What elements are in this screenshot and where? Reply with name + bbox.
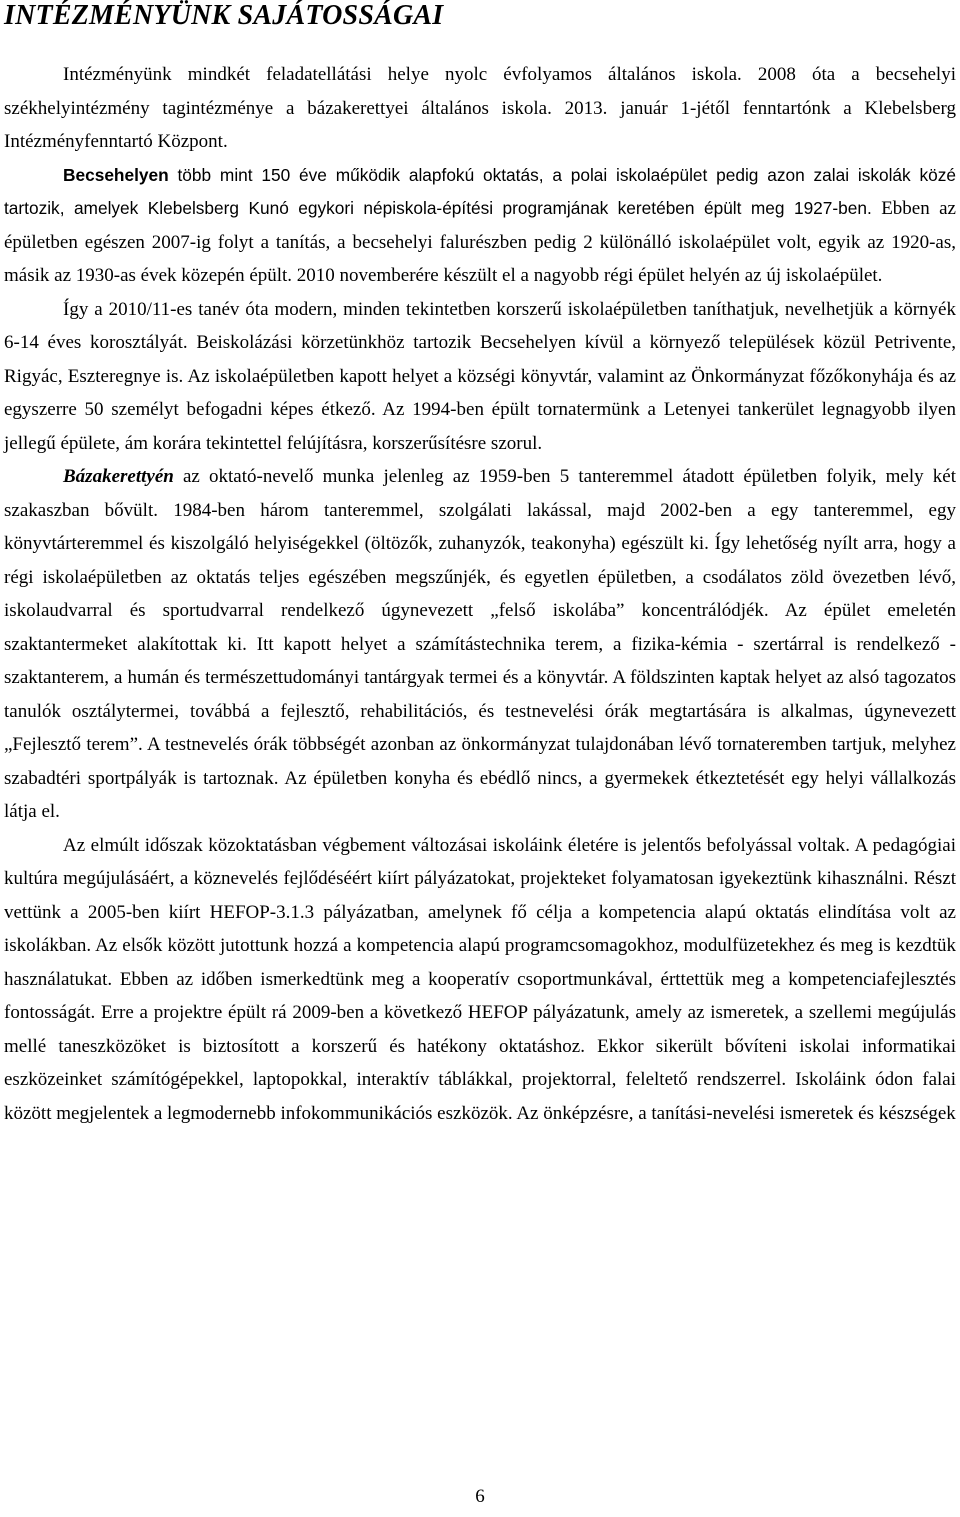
place-name-bazakeretty: Bázakerettyén: [63, 466, 174, 487]
page-title: INTÉZMÉNYÜNK SAJÁTOSSÁGAI: [4, 0, 444, 31]
paragraph-bazakeretty-text: az oktató-nevelő munka jelenleg az 1959-ben 5 tanteremmel átadott épületben folyik, mely két szakaszban bővült. 1984-ben három tanteremmel, szolgálati lakással, majd 2002-ben a egy tanteremmel, egy könyvtárteremmel és kiszolgáló helyiségekkel (öltözők, zuhanyzók, teakonyha) egészült ki. Így lehetőség nyílt arra, hogy a régi iskolaépületben az oktatás teljes egészében megszűnjék, és egyetlen épületben, a csodálatos zöld övezetben lévő, iskolaudvarral és sportudvarral rendelkező úgynevezett „felső iskolába” koncentrálódjék. Az épület emeletén szaktantermeket alakítottak ki. Itt kapott helyet a számítástechnika terem, a fizika-kémia - szertárral is rendelkező - szaktanterem, a humán és természettudományi tantárgyak termei és a könyvtár. A földszinten kaptak helyet az alsó tagozatos tanulók osztálytermei, továbbá a fejlesztő, rehabilitációs, és testnevelési órák megtartására is alkalmas, úgynevezett „Fejlesztő terem”. A testnevelés órák többségét azonban az önkormányzat tulajdonában lévő tornateremben tartjuk, melyhez szabadtéri sportpályák is tartoznak. Az épületben konyha és ebédlő nincs, a gyermekek étkeztetését egy helyi vállalkozás látja el.: [4, 466, 956, 822]
place-name-becsehely: Becsehelyen: [63, 164, 169, 185]
paragraph-new-building: Így a 2010/11-es tanév óta modern, minden tekintetben korszerű iskolaépületben taníthatjuk, nevelhetjük a környék 6-14 éves korosztályát. Beiskolázási körzetünkhöz tartozik Becsehelyen kívül a környező települések közül Petrivente, Rigyác, Eszteregnye is. Az iskolaépületben kapott helyet a községi könyvtár, valamint az Önkormányzat főzőkonyhája és az egyszerre 50 személyt befogadni képes étkező. Az 1994-ben épült tornatermünk a Letenyei tankerület legnagyobb ilyen jellegű épülete, ám korára tekintettel felújításra, korszerűsítésre szorul.: [4, 298, 956, 454]
paragraph-projects: Az elmúlt időszak közoktatásban végbement változásai iskoláink életére is jelentős befolyással voltak. A pedagógiai kultúra megújulásáért, a köznevelés fejlődéséért kiírt pályázatokat, projekteket folyamatosan igyekeztünk kihasználni. Részt vettünk a 2005-ben kiírt HEFOP-3.1.3 pályázatban, amelynek fő célja a kompetencia alapú oktatás elindítása volt az iskolákban. Az elsők között jutottunk hozzá a kompetencia alapú programcsomagokhoz, modulfüzetekhez és meg is kezdtük használatukat. Ebben az időben ismerkedtünk meg a kooperatív csoportmunkával, érttettük meg a kompetenciafejlesztés fontosságát. Erre a projektre épült rá 2009-ben a következő HEFOP pályázatunk, amely az ismeretek, a szellemi megújulás mellé taneszközöket is biztosított a korszerű és hatékony oktatáshoz. Ekkor sikerült bővíteni iskolai informatikai eszközeinket számítógépekkel, laptopokkal, interaktív táblákkal, projektorral, feleltető rendszerrel. Iskoláink ódon falai között megjelentek a legmodernebb infokommunikációs eszközök. Az önképzésre, a tanítási-nevelési ismeretek és készségek: [4, 834, 956, 1124]
paragraph-bazakeretty: [4, 460, 956, 829]
page-number: 6: [475, 1486, 485, 1507]
paragraph-becsehely-buildings: Ebben az épületben egészen 2007-ig folyt a tanítás, a becsehelyi falurészben pedig 2 különálló iskolaépület volt, egyik az 1920-as, másik az 1930-as évek közepén épült. 2010 novemberére készült el a nagyobb régi épület helyén az új iskolaépület.: [4, 198, 956, 286]
paragraph-becsehely-history: több mint 150 éve működik alapfokú oktatás, a polai iskolaépület pedig azon zalai iskolák közé tartozik, amelyek Klebelsberg Kunó egykori népiskola-építési programjának keretében épült meg 1927-ben.: [4, 164, 956, 218]
paragraph-intro: Intézményünk mindkét feladatellátási helye nyolc évfolyamos általános iskola. 2008 óta a becsehelyi székhelyintézmény tagintézménye a bázakerettyei általános iskola. 2013. január 1-jétől fenntartónk a Klebelsberg Intézményfenntartó Központ.: [4, 64, 956, 152]
document-body: [4, 58, 956, 1130]
paragraph-becsehely: [4, 159, 956, 293]
